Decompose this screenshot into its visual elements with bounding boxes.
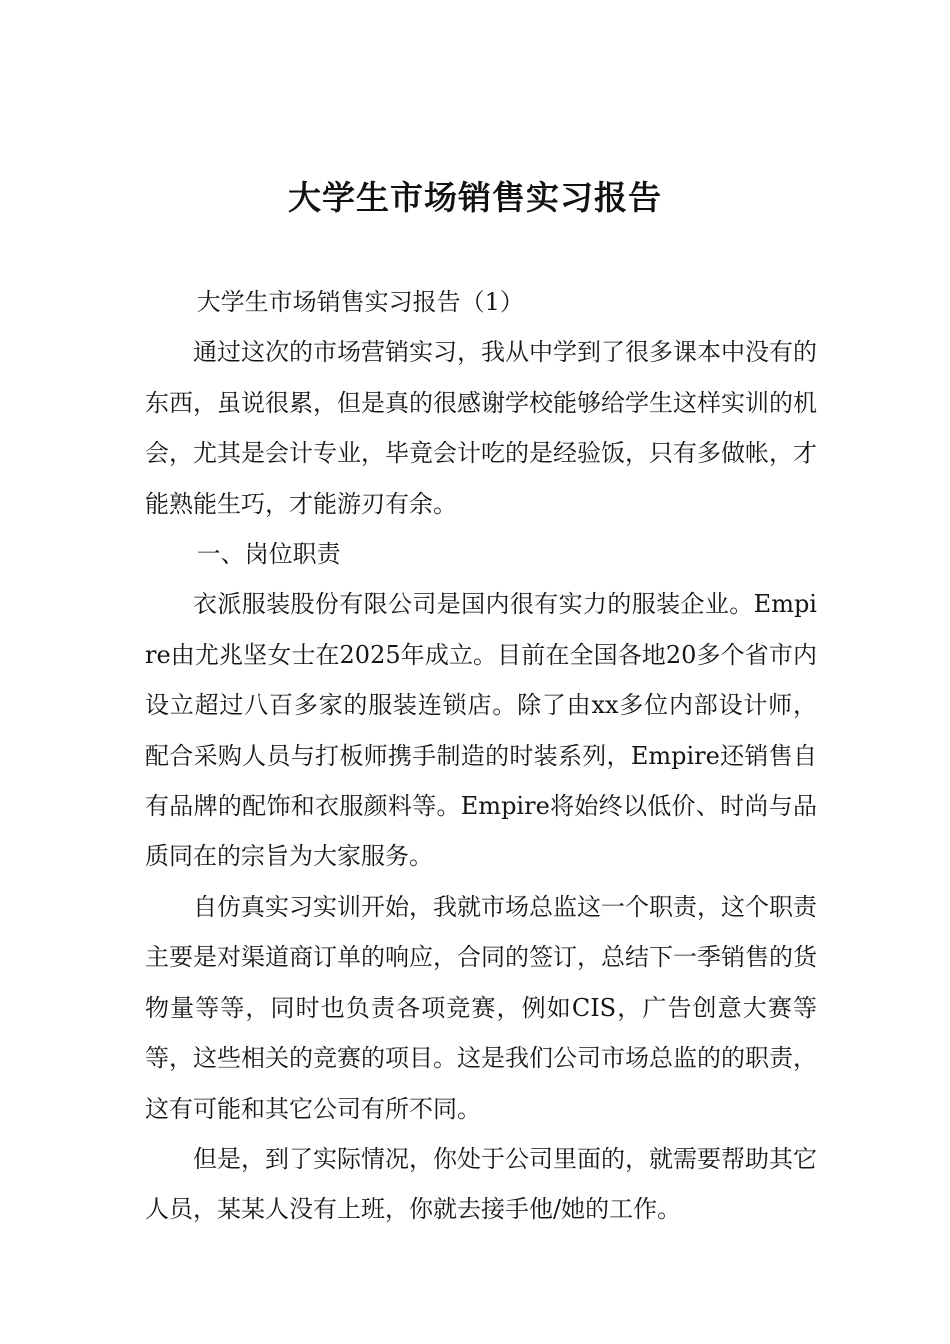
document-title: 大学生市场销售实习报告 (288, 178, 662, 217)
document-body (145, 277, 817, 1235)
paragraph-actual-situation: 但是，到了实际情况，你处于公司里面的，就需要帮助其它人员，某某人没有上班，你就去接手他/她的工作。 (145, 1144, 817, 1224)
paragraph-role-description: 自仿真实习实训开始，我就市场总监这一个职责，这个职责主要是对渠道商订单的响应，合同的签订，总结下一季销售的货物量等等，同时也负责各项竞赛，例如CIS，广告创意大赛等等，这些相关的竞赛的项目。这是我们公司市场总监的的职责，这有可能和其它公司有所不同。 (145, 892, 817, 1123)
report-subtitle: 大学生市场销售实习报告（1） (196, 288, 524, 316)
paragraph-intro: 通过这次的市场营销实习，我从中学到了很多课本中没有的东西，虽说很累，但是真的很感谢学校能够给学生这样实训的机会，尤其是会计专业，毕竟会计吃的是经验饭，只有多做帐，才能熟能生巧，才能游刃有余。 (145, 338, 817, 518)
paragraph-company-profile: 衣派服装股份有限公司是国内很有实力的服装企业。Empire由尤兆坚女士在2025年成立。目前在全国各地20多个省市内设立超过八百多家的服装连锁店。除了由xx多位内部设计师，配合采购人员与打板师携手制造的时装系列，Empire还销售自有品牌的配饰和衣服颜料等。Empire将始终以低价、时尚与品质同在的宗旨为大家服务。 (145, 590, 817, 871)
section-heading-job-duties: 一、岗位职责 (196, 540, 341, 569)
